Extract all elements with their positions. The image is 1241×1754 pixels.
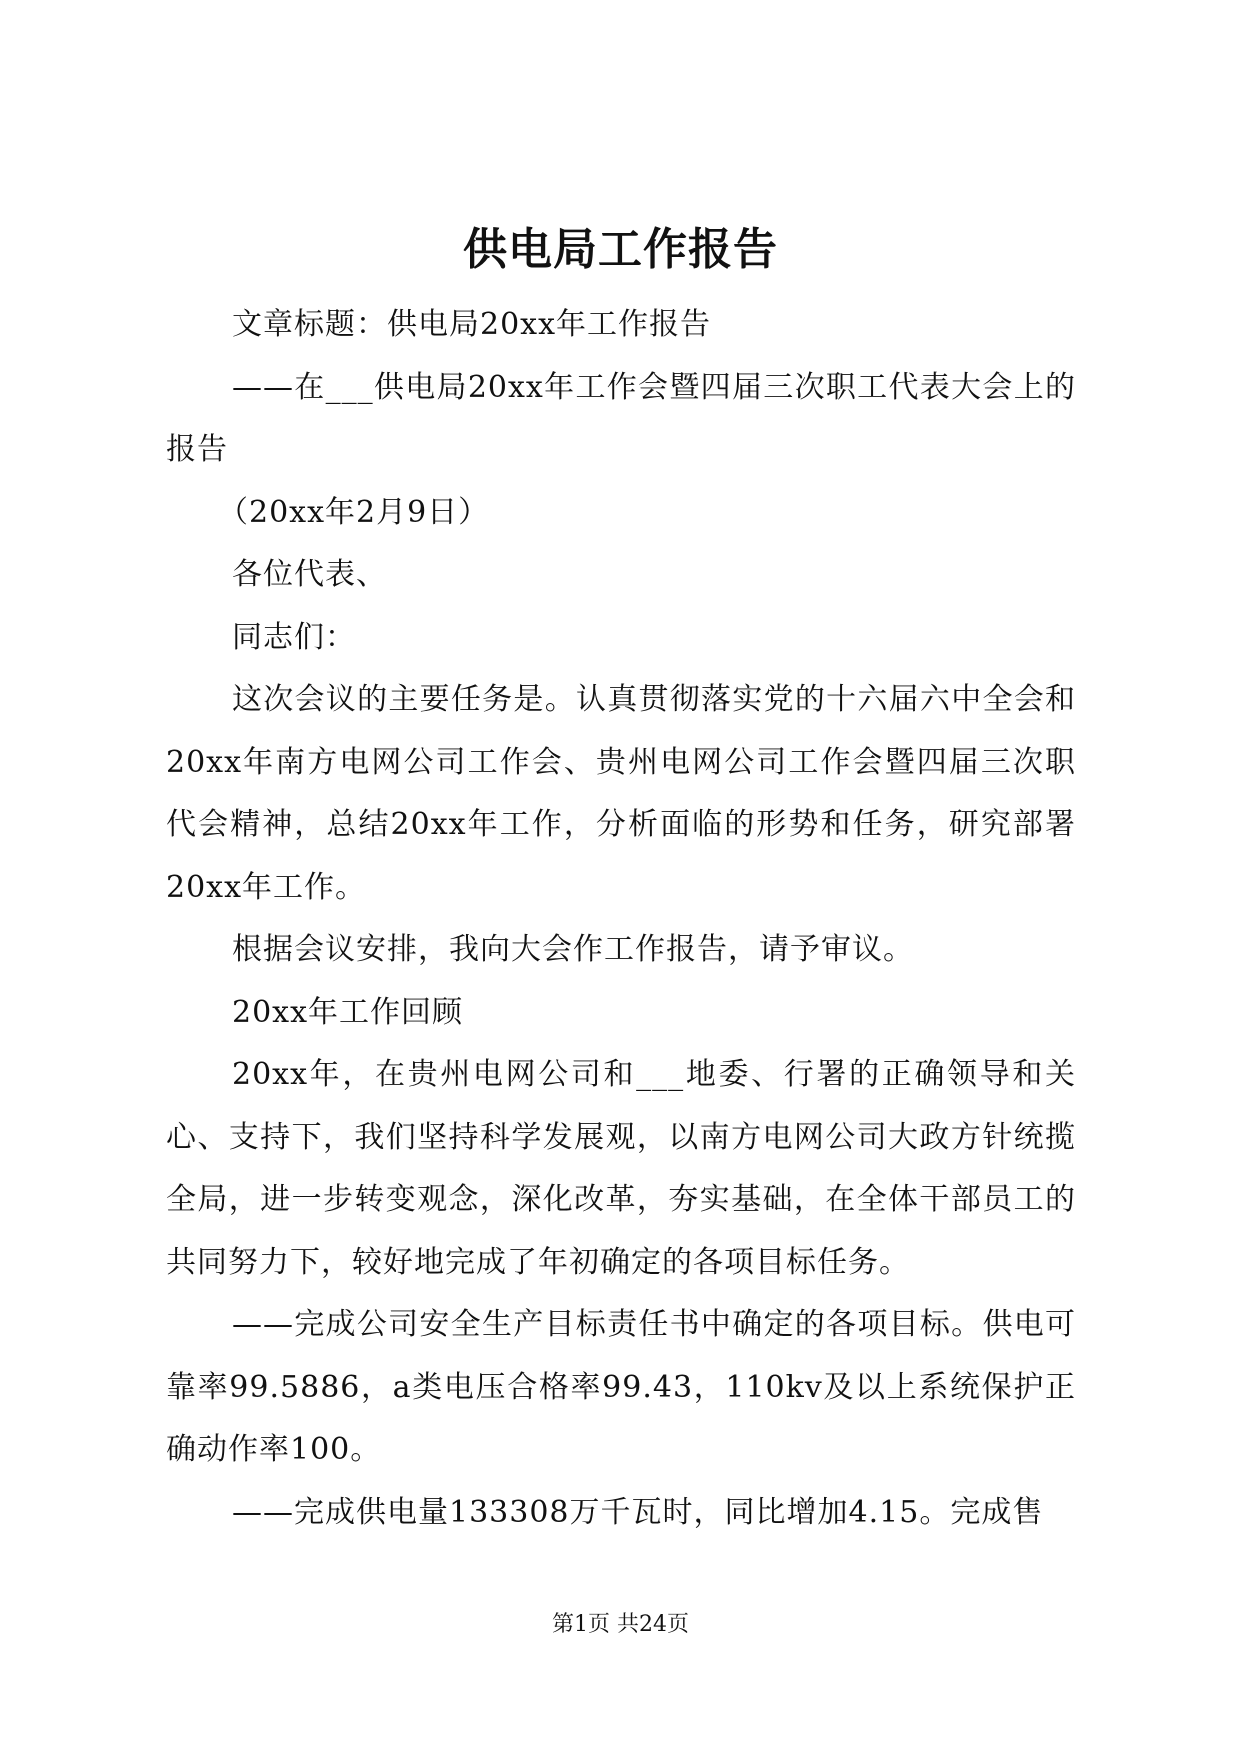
section-heading-review: 20xx年工作回顾 bbox=[232, 994, 464, 1030]
paragraph-meeting-task: 这次会议的主要任务是。认真贯彻落实党的十六届六中全会和20xx年南方电网公司工作会、贵州电网公司工作会暨四届三次职代会精神，总结20xx年工作，分析面临的形势和任务，研究部署20xx年工作。 bbox=[166, 682, 1076, 905]
document-title: 供电局工作报告 bbox=[463, 224, 778, 275]
document-body bbox=[166, 294, 1076, 1544]
paragraph-power-supply: ——完成供电量133308万千瓦时，同比增加4.15。完成售 bbox=[232, 1494, 1044, 1530]
paragraph-review-summary: 20xx年，在贵州电网公司和___地委、行署的正确领导和关心、支持下，我们坚持科学发展观，以南方电网公司大政方针统揽全局，进一步转变观念，深化改革，夯实基础，在全体干部员工的共同努力下，较好地完成了年初确定的各项目标任务。 bbox=[166, 1057, 1076, 1280]
salutation-delegates: 各位代表、 bbox=[232, 557, 387, 592]
article-title-line: 文章标题：供电局20xx年工作报告 bbox=[232, 307, 712, 342]
salutation-comrades: 同志们： bbox=[232, 619, 356, 655]
report-date: （20xx年2月9日） bbox=[218, 494, 490, 530]
page-footer: 第1页 共24页 bbox=[552, 1612, 689, 1637]
paragraph-report-request: 根据会议安排，我向大会作工作报告，请予审议。 bbox=[232, 932, 914, 967]
paragraph-safety-targets: ——完成公司安全生产目标责任书中确定的各项目标。供电可靠率99.5886，a类电压合格率99.43，110kv及以上系统保护正确动作率100。 bbox=[166, 1307, 1076, 1467]
report-subtitle: ——在___供电局20xx年工作会暨四届三次职工代表大会上的报告 bbox=[166, 369, 1076, 467]
